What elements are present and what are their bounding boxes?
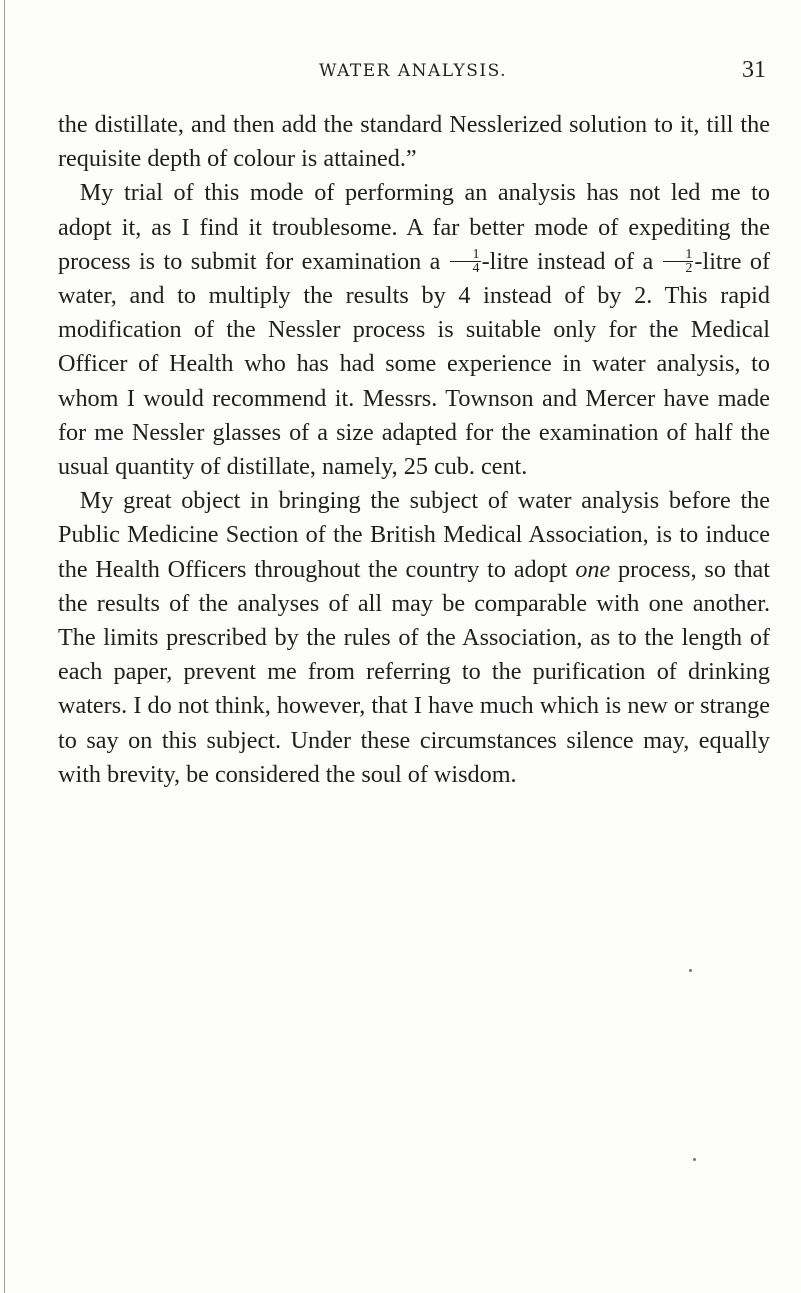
paragraph-3-part-2: process, so that the results of the analyses of all may be comparable with one another. The limits prescribed by the rules of the Association, as to the length of each paper, prevent me from referring to the purification of drinking waters. I do not think, however, that I have much which is new or strange to say on this subject. Under these circumstances silence may, equally with brevity, be considered the soul of wisdom.: [58, 555, 770, 788]
paragraph-1-text: the distillate, and then add the standard Nesslerized solution to it, till the requisite depth of colour is attained.”: [58, 111, 770, 173]
paragraph-2: [58, 176, 770, 484]
half-fraction: [663, 245, 694, 276]
half-fraction-numerator: 1: [663, 248, 694, 262]
paragraph-2-part-3: -litre of water, and to multiply the results by 4 instead of by 2. This rapid modification of the Nessler process is suitable only for the Medical Officer of Health who has had some experience in water analysis, to whom I would recommend it. Messrs. Townson and Mercer have made for me Nessler glasses of a size adapted for the examination of half the usual quantity of distillate, namely, 25 cub. cent.: [58, 247, 770, 481]
paragraph-3-part-1: My great object in bringing the subject of water analysis before the Public Medicine Section of the British Medical Association, is to induce the Health Officers throughout the country to adopt: [58, 487, 770, 583]
paragraph-2-part-1: My trial of this mode of performing an analysis has not led me to adopt it, as I find it troublesome. A far better mode of expediting the process is to submit for examination a: [58, 179, 770, 275]
paragraph-1: [58, 108, 770, 176]
page-number: 31: [742, 57, 766, 83]
paragraph-2-part-2: -litre instead of a: [481, 247, 662, 275]
emphasized-word: one: [575, 555, 611, 583]
quarter-fraction: [450, 245, 481, 276]
quarter-fraction-numerator: 1: [450, 248, 481, 262]
page-header: [60, 57, 766, 87]
print-speck: [693, 1158, 696, 1161]
print-speck: [689, 969, 692, 972]
quarter-fraction-denominator: 4: [472, 259, 480, 276]
paragraph-3: [58, 484, 770, 792]
page-edge-line: [4, 0, 5, 1293]
running-title: WATER ANALYSIS.: [318, 61, 508, 81]
half-fraction-denominator: 2: [685, 259, 693, 276]
body-text: [58, 108, 770, 792]
